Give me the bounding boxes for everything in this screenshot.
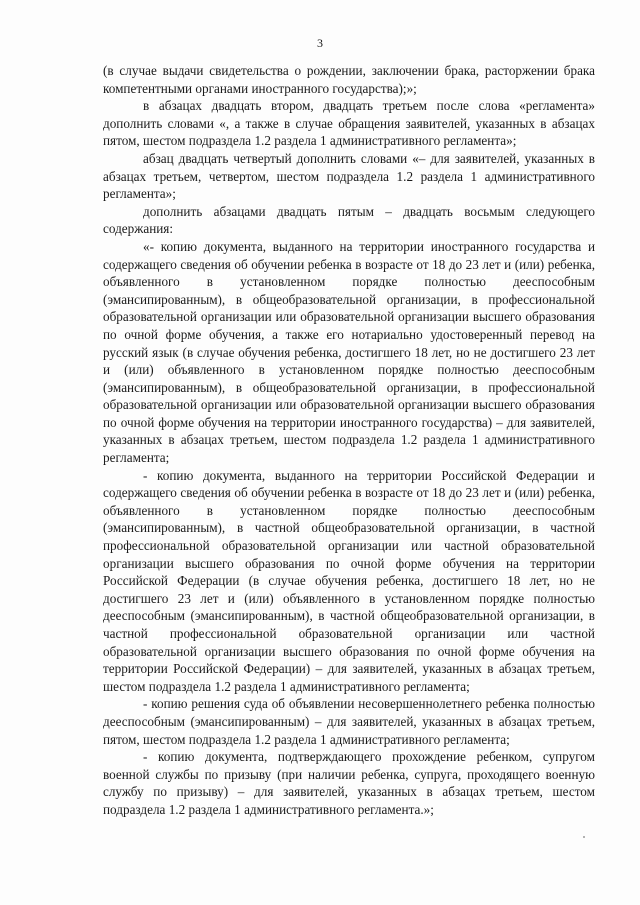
paragraph-2: в абзацах двадцать втором, двадцать третьем после слова «регламента» дополнить словами «, а также в случае обращения заявителей, указанных в абзацах пятом, шестом подраздела 1.2 раздела 1 административного регламента»; — [103, 98, 595, 149]
paragraph-1: (в случае выдачи свидетельства о рождении, заключении брака, расторжении брака компетентными органами иностранного государства);»; — [103, 63, 595, 96]
scan-speck — [583, 836, 585, 838]
document-body — [103, 62, 595, 819]
paragraph-8: - копию документа, подтверждающего прохождение ребенком, супругом военной службы по призыву (при наличии ребенка, супруга, проходящего военную службу по призыву) – для заявителей, указанных в абзацах третьем, шестом подраздела 1.2 раздела 1 административного регламента.»; — [103, 749, 595, 817]
paragraph-7: - копию решения суда об объявлении несовершеннолетнего ребенка полностью дееспособным (эмансипированным) – для заявителей, указанных в абзацах третьем, пятом, шестом подраздела 1.2 раздела 1 административного регламента; — [103, 696, 595, 747]
paragraph-6: - копию документа, выданного на территории Российской Федерации и содержащего сведения об обучении ребенка в возрасте от 18 до 23 лет и (или) ребенка, объявленного в установленном порядке полностью дееспособным (эмансипированным), в частной общеобразовательной организации, в частной профессиональной образовательной организации или частной образовательной организации высшего образования по очной форме обучения на территории Российской Федерации (в случае обучения ребенка, достигшего 18 лет, но не достигшего 23 лет и (или) объявленного в установленном порядке полностью дееспособным (эмансипированным), в частной общеобразовательной организации, в частной профессиональной образовательной организации или частной образовательной организации высшего образования по очной форме обучения на территории Российской Федерации) – для заявителей, указанных в абзацах третьем, шестом подраздела 1.2 раздела 1 административного регламента; — [103, 467, 595, 694]
paragraph-4: дополнить абзацами двадцать пятым – двадцать восьмым следующего содержания: — [103, 203, 595, 237]
paragraph-3: абзац двадцать четвертый дополнить словами «– для заявителей, указанных в абзацах третьем, четвертом, шестом подраздела 1.2 раздела 1 административного регламента»; — [103, 150, 595, 202]
page-number: 3 — [317, 36, 323, 50]
paragraph-5: «- копию документа, выданного на территории иностранного государства и содержащего сведения об обучении ребенка в возрасте от 18 до 23 лет и (или) ребенка, объявленного в установленном порядке полностью дееспособным (эмансипированным), в общеобразовательной организации, в профессиональной образовательной организации или образовательной организации высшего образования по очной форме обучения, а также его нотариально удостоверенный перевод на русский язык (в случае обучения ребенка, достигшего 18 лет, но не достигшего 23 лет и (или) объявленного в установленном порядке полностью дееспособным (эмансипированным), в общеобразовательной организации, в профессиональной образовательной организации или образовательной организации высшего образования по очной форме обучения на территории иностранного государства) – для заявителей, указанных в абзацах третьем, шестом подраздела 1.2 раздела 1 административного регламента; — [103, 238, 595, 466]
